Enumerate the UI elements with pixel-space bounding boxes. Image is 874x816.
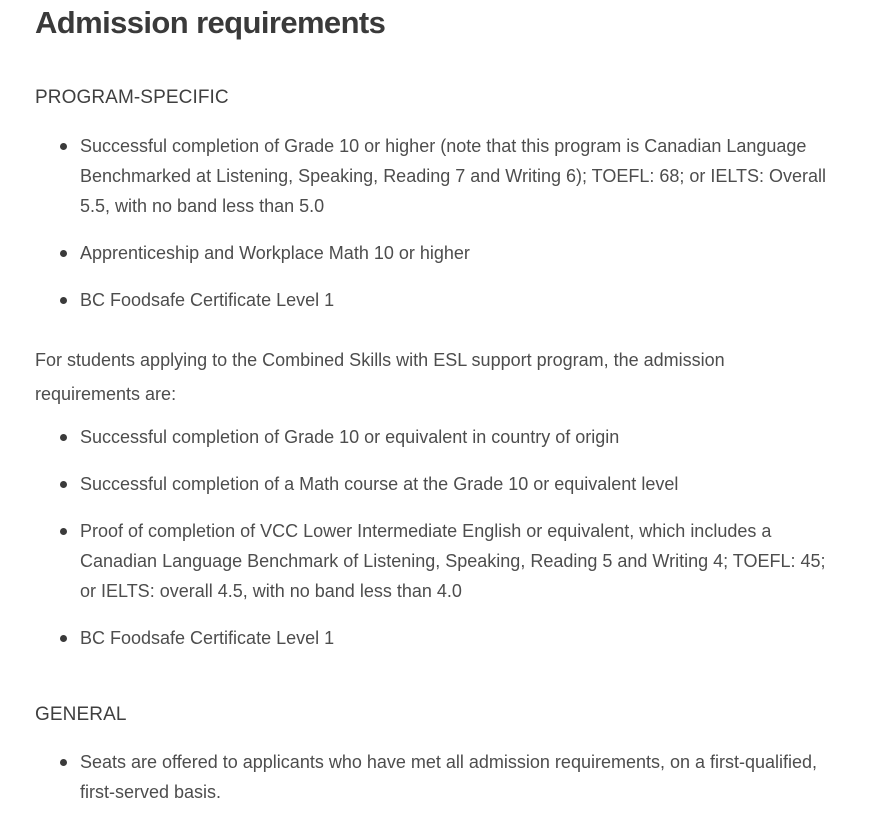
general-heading: GENERAL [35,704,127,725]
list-item: BC Foodsafe Certificate Level 1 [35,623,846,653]
list-item: Successful completion of a Math course at the Grade 10 or equivalent level [35,469,846,499]
list-item: Successful completion of Grade 10 or equivalent in country of origin [35,422,846,452]
list-item: BC Foodsafe Certificate Level 1 [35,285,846,315]
general-list [35,747,846,807]
list-item: Successful completion of Grade 10 or higher (note that this program is Canadian Language Benchmarked at Listening, Speaking, Reading 7 and Writing 6); TOEFL: 68; or IELTS: Overall 5.5, with no band less than 5.0 [35,131,846,221]
list-item: Seats are offered to applicants who have met all admission requirements, on a first-qualified, first-served basis. [35,747,846,807]
page-title: Admission requirements [35,5,386,40]
program-specific-heading: PROGRAM-SPECIFIC [35,87,229,108]
list-item: Proof of completion of VCC Lower Intermediate English or equivalent, which includes a Canadian Language Benchmark of Listening, Speaking, Reading 5 and Writing 4; TOEFL: 45; or IELTS: overall 4.5, with no band less than 4.0 [35,516,846,606]
esl-support-list [35,422,846,653]
list-item: Apprenticeship and Workplace Math 10 or higher [35,238,846,268]
program-specific-list [35,131,846,315]
esl-support-intro: For students applying to the Combined Skills with ESL support program, the admission requirements are: [35,350,725,404]
